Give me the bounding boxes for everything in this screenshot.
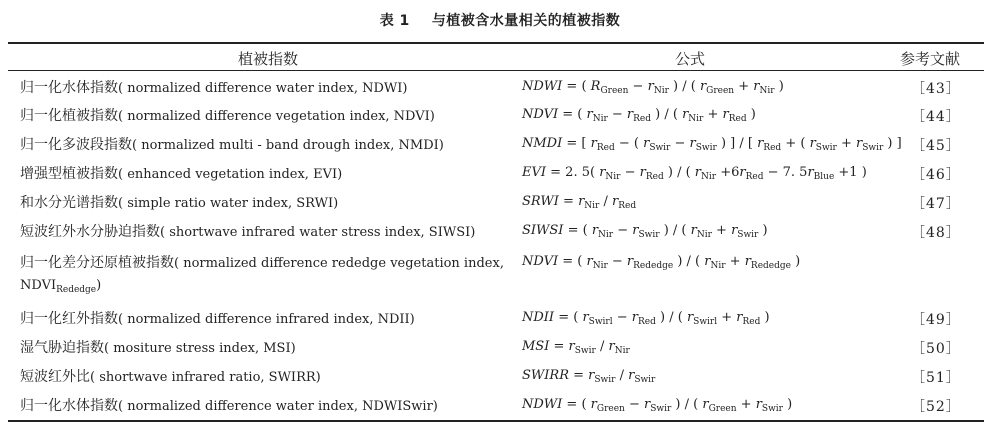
index-chinese-name: 归一化多波段指数 — [20, 137, 132, 153]
formula-operator: − — [612, 310, 632, 325]
index-name-cell — [20, 252, 510, 301]
formula-variable: r — [632, 223, 639, 238]
formula-subscript: Swirl — [693, 317, 718, 327]
formula-operator: = ( — [562, 79, 591, 94]
reference-cell: ［49］ — [911, 312, 961, 328]
formula-variable: r — [626, 107, 634, 122]
formula-subscript: Swir — [574, 346, 596, 356]
formula-subscript: Swir — [638, 230, 660, 240]
formula-subscript: Nir — [614, 346, 630, 356]
formula-subscript: Green — [706, 86, 735, 96]
index-english-name: ( normalized multi - band drough index, NMDI) — [132, 138, 444, 153]
table-row — [8, 364, 984, 390]
formula-cell — [522, 136, 902, 153]
reference-cell: ［52］ — [911, 399, 961, 415]
formula-subscript: Red — [745, 172, 764, 182]
formula-variable: R — [590, 79, 601, 94]
formula-variable: r — [736, 310, 743, 325]
formula-subscript: Swir — [650, 404, 672, 414]
reference-cell: ［48］ — [911, 225, 961, 241]
index-name-cell — [20, 192, 510, 212]
formula-subscript: Swir — [815, 143, 837, 153]
formula-variable: r — [582, 310, 589, 325]
table-row — [8, 219, 984, 245]
formula-operator: ) / ( — [655, 310, 687, 325]
formula-subscript: Swirl — [588, 317, 613, 327]
index-name-cell — [20, 77, 510, 97]
formula-operator: − — [628, 79, 648, 94]
formula-variable: r — [689, 136, 696, 151]
formula-subscript: Nir — [701, 172, 717, 182]
formula-subscript: Red — [763, 143, 782, 153]
formula-operator: ) ] / [ — [716, 136, 758, 151]
formula-variable: r — [568, 339, 575, 354]
formula-operator: = — [549, 339, 569, 354]
table-caption — [0, 10, 1000, 30]
formula-subscript: Nir — [598, 230, 614, 240]
index-chinese-name: 归一化水体指数 — [20, 80, 118, 96]
header-formula: 公式 — [675, 50, 706, 68]
formula-operator: + — [703, 107, 723, 122]
formula-operator: + — [725, 254, 745, 269]
formula-cell — [522, 310, 770, 327]
index-english-name: ( shortwave infrared ratio, SWIRR) — [90, 370, 321, 385]
formula-variable: r — [588, 368, 595, 383]
formula-subscript: Red — [742, 317, 761, 327]
formula-subscript: Swir — [761, 404, 783, 414]
index-chinese-name: 归一化红外指数 — [20, 311, 118, 327]
formula-subscript: Nir — [688, 114, 704, 124]
index-name-cell — [20, 163, 510, 183]
formula-lhs: NDVI — [522, 107, 559, 122]
header-reference: 参考文献 — [900, 50, 961, 68]
formula-subscript: Red — [638, 317, 656, 327]
formula-subscript: Green — [600, 86, 629, 96]
reference-cell: ［50］ — [911, 341, 961, 357]
formula-lhs: NMDI — [522, 136, 563, 151]
formula-subscript: Green — [596, 404, 625, 414]
formula-subscript: Rededge — [633, 261, 674, 271]
formula-operator: − — [607, 107, 627, 122]
formula-cell — [522, 194, 636, 211]
formula-variable: r — [612, 194, 619, 209]
formula-subscript: Nir — [592, 261, 608, 271]
formula-subscript: Nir — [759, 86, 775, 96]
formula-subscript: Swir — [594, 375, 616, 385]
index-english-name: ( normalized difference water index, NDWI) — [118, 81, 408, 96]
header-rule — [8, 70, 984, 71]
formula-subscript: Swir — [649, 143, 671, 153]
index-english-name: ( mositure stress index, MSI) — [104, 341, 296, 356]
formula-variable: r — [856, 136, 863, 151]
formula-subscript: Nir — [696, 230, 712, 240]
formula-lhs: MSI — [522, 339, 550, 354]
formula-operator: = 2. 5( — [546, 165, 600, 180]
formula-variable: r — [626, 254, 634, 269]
formula-operator: = ( — [563, 223, 592, 238]
formula-operator: − ( — [614, 136, 644, 151]
reference-cell: ［46］ — [911, 167, 961, 183]
formula-cell — [522, 254, 800, 271]
formula-variable: r — [643, 136, 650, 151]
index-chinese-name: 短波红外水分胁迫指数 — [20, 224, 160, 240]
formula-operator: + — [717, 310, 737, 325]
index-name-tail: ) — [96, 278, 102, 293]
table-row — [8, 306, 984, 332]
formula-cell — [522, 107, 756, 124]
formula-variable: r — [628, 368, 635, 383]
formula-variable: r — [647, 79, 654, 94]
formula-subscript: Blue — [813, 172, 835, 182]
formula-operator: ) ] — [883, 136, 902, 151]
formula-variable: r — [809, 136, 816, 151]
formula-subscript: Red — [596, 143, 615, 153]
formula-subscript: Nir — [584, 201, 600, 211]
formula-operator: ) / ( — [671, 397, 703, 412]
formula-subscript: Red — [645, 172, 664, 182]
formula-cell — [522, 223, 768, 240]
formula-variable: r — [586, 107, 593, 122]
index-english-name: ( normalized difference rededge vegetation index, NDVI — [20, 256, 504, 293]
table-row — [8, 75, 984, 101]
table-number: 表 1 — [379, 13, 410, 29]
formula-variable: r — [608, 339, 615, 354]
formula-variable: r — [704, 254, 711, 269]
formula-operator: = ( — [558, 107, 587, 122]
formula-subscript: Swir — [737, 230, 759, 240]
index-chinese-name: 短波红外比 — [20, 369, 90, 385]
formula-lhs: SRWI — [522, 194, 559, 209]
reference-cell: ［44］ — [911, 109, 961, 125]
formula-operator: − — [620, 165, 640, 180]
formula-operator: + — [734, 79, 754, 94]
formula-subscript: Swir — [634, 375, 656, 385]
formula-variable: r — [739, 165, 746, 180]
index-chinese-name: 归一化植被指数 — [20, 108, 118, 124]
formula-subscript: Green — [708, 404, 737, 414]
formula-operator: ) — [790, 254, 801, 269]
index-english-name: ( normalized difference infrared index, NDII) — [118, 312, 415, 327]
formula-subscript: Swir — [695, 143, 717, 153]
table-row — [8, 190, 984, 216]
index-name-cell — [20, 337, 510, 357]
formula-operator: ) — [746, 107, 756, 122]
formula-variable: r — [586, 254, 593, 269]
table-row — [8, 132, 984, 158]
table-row — [8, 393, 984, 419]
reference-cell: ［51］ — [911, 370, 961, 386]
formula-cell — [522, 79, 784, 96]
formula-operator: − — [670, 136, 690, 151]
formula-variable: r — [699, 79, 707, 94]
formula-variable: r — [694, 165, 702, 180]
formula-operator: = [ — [562, 136, 591, 151]
reference-cell: ［47］ — [911, 196, 961, 212]
formula-variable: r — [644, 397, 651, 412]
formula-variable: r — [702, 397, 709, 412]
index-name-cell — [20, 395, 510, 415]
formula-subscript: Rededge — [750, 261, 791, 271]
formula-cell — [522, 339, 630, 356]
table-row — [8, 250, 984, 302]
formula-operator: + — [836, 136, 857, 151]
table-header — [8, 44, 984, 70]
formula-operator: ) — [774, 79, 784, 94]
formula-subscript: Red — [633, 114, 652, 124]
formula-variable: r — [731, 223, 738, 238]
formula-variable: r — [599, 165, 606, 180]
formula-lhs: NDWI — [522, 397, 563, 412]
table-row — [8, 335, 984, 361]
formula-operator: = ( — [562, 397, 591, 412]
formula-variable: r — [590, 397, 597, 412]
index-name-cell — [20, 134, 510, 154]
index-english-name: ( normalized difference water index, NDWISwir) — [118, 399, 438, 414]
formula-operator: / — [615, 368, 629, 383]
index-name-cell — [20, 308, 510, 328]
formula-variable: r — [682, 107, 689, 122]
formula-variable: r — [807, 165, 814, 180]
table-row — [8, 161, 984, 187]
formula-subscript: Nir — [592, 114, 608, 124]
bottom-rule — [8, 420, 984, 422]
index-chinese-name: 归一化水体指数 — [20, 398, 118, 414]
formula-operator: ) / ( — [673, 254, 705, 269]
formula-variable: r — [757, 136, 764, 151]
formula-subscript: Red — [728, 114, 747, 124]
index-chinese-name: 增强型植被指数 — [20, 166, 118, 182]
formula-operator: ) — [760, 310, 770, 325]
formula-operator: ) / ( — [668, 79, 700, 94]
formula-operator: = — [558, 194, 579, 209]
formula-cell — [522, 397, 792, 414]
index-english-name: ( normalized difference vegetation index, NDVI) — [118, 109, 435, 124]
index-chinese-name: 归一化差分还原植被指数 — [20, 255, 174, 271]
index-chinese-name: 湿气胁迫指数 — [20, 340, 104, 356]
formula-operator: − — [607, 254, 627, 269]
formula-operator: − 7. 5 — [763, 165, 808, 180]
formula-subscript: Swir — [862, 143, 884, 153]
formula-variable: r — [578, 194, 585, 209]
formula-operator: ) / ( — [659, 223, 691, 238]
formula-subscript: Nir — [653, 86, 669, 96]
index-english-name: ( shortwave infrared water stress index, SIWSI) — [160, 225, 476, 240]
formula-operator: = — [568, 368, 589, 383]
formula-variable: r — [722, 107, 729, 122]
index-chinese-name: 和水分光谱指数 — [20, 195, 118, 211]
formula-variable: r — [591, 223, 599, 238]
formula-lhs: SIWSI — [522, 223, 564, 238]
formula-operator: ) — [782, 397, 793, 412]
index-name-cell — [20, 221, 510, 241]
formula-subscript: Red — [618, 201, 637, 211]
formula-variable: r — [686, 310, 694, 325]
index-name-subscript: Rededge — [56, 285, 97, 295]
formula-operator: + — [711, 223, 732, 238]
formula-variable: r — [744, 254, 751, 269]
formula-variable: r — [690, 223, 697, 238]
formula-variable: r — [631, 310, 638, 325]
formula-lhs: EVI — [522, 165, 547, 180]
formula-operator: = ( — [554, 310, 583, 325]
formula-operator: ) — [758, 223, 768, 238]
formula-subscript: Nir — [605, 172, 621, 182]
reference-cell: ［45］ — [911, 138, 961, 154]
formula-variable: r — [590, 136, 597, 151]
formula-operator: ) / ( — [663, 165, 695, 180]
formula-operator: − — [613, 223, 633, 238]
formula-lhs: NDVI — [522, 254, 559, 269]
formula-subscript: Nir — [710, 261, 726, 271]
formula-operator: / — [599, 194, 613, 209]
formula-operator: +6 — [716, 165, 740, 180]
formula-lhs: NDWI — [522, 79, 563, 94]
formula-variable: r — [755, 397, 762, 412]
index-english-name: ( enhanced vegetation index, EVI) — [118, 167, 343, 182]
formula-operator: / — [595, 339, 609, 354]
table-row — [8, 103, 984, 129]
formula-operator: ) / ( — [651, 107, 683, 122]
formula-lhs: NDII — [522, 310, 555, 325]
formula-operator: +1 ) — [834, 165, 867, 180]
formula-cell — [522, 368, 655, 385]
reference-cell: ［43］ — [911, 81, 961, 97]
formula-lhs: SWIRR — [522, 368, 569, 383]
header-index-name: 植被指数 — [238, 50, 299, 68]
formula-variable: r — [753, 79, 760, 94]
formula-operator: + ( — [781, 136, 810, 151]
index-english-name: ( simple ratio water index, SRWI) — [118, 196, 339, 211]
formula-variable: r — [639, 165, 646, 180]
index-name-cell — [20, 105, 510, 125]
table-title: 与植被含水量相关的植被指数 — [431, 13, 621, 29]
formula-cell — [522, 165, 867, 182]
formula-operator: = ( — [558, 254, 587, 269]
formula-operator: − — [624, 397, 645, 412]
index-name-cell — [20, 366, 510, 386]
formula-operator: + — [736, 397, 756, 412]
